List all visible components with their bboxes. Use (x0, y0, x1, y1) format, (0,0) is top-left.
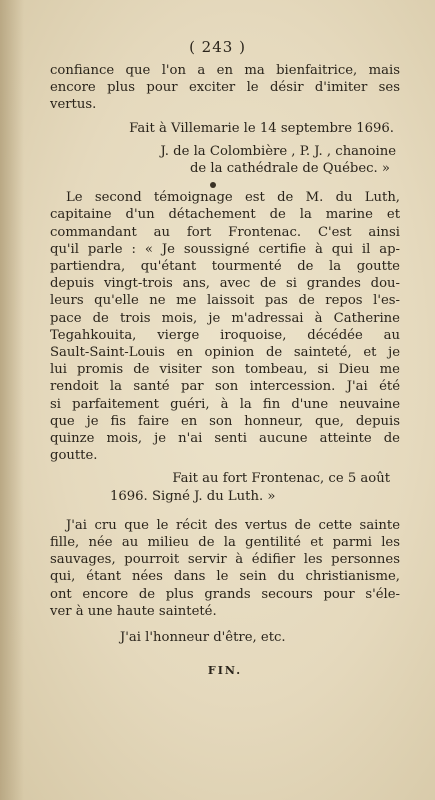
paragraph-2 (50, 189, 400, 464)
text-line: sauvages, pourroit servir à édifier les personnes (50, 552, 400, 568)
page-number: ( 243 ) (189, 38, 246, 56)
closing-salutation: J'ai l'honneur d'être, etc. (120, 630, 286, 646)
paragraph-1 (50, 62, 400, 114)
dateline-villemarie: Fait à Villemarie le 14 septembre 1696. (129, 120, 394, 136)
text-line: leurs qu'elle ne me laissoit pas de repos l'es- (50, 293, 400, 309)
signature-du-luth: 1696. Signé J. du Luth. » (110, 488, 276, 504)
text-line: rendoit la santé par son intercession. J'ai été (50, 379, 400, 395)
text-line: fille, née au milieu de la gentilité et parmi les (50, 535, 400, 551)
end-mark: FIN. (207, 664, 243, 678)
text-line: J'ai cru que le récit des vertus de cette sainte (66, 517, 400, 533)
text-line: encore plus pour exciter le désir d'imiter ses (50, 80, 400, 96)
text-line: si parfaitement guéri, à la fin d'une neuvaine (50, 396, 400, 412)
text-line: quinze mois, je n'ai senti aucune atteinte de (50, 431, 400, 447)
signature-colombiere: J. de la Colombière , P. J. , chanoine (160, 143, 396, 159)
text-line: qui, étant nées dans le sein du christianisme, (50, 569, 400, 585)
text-line: Tegahkouita, vierge iroquoise, décédée au (50, 327, 400, 343)
text-line: Sault-Saint-Louis en opinion de sainteté, et je (50, 345, 400, 361)
text-line: confiance que l'on a en ma bienfaitrice, mais (50, 63, 400, 78)
text-line: qu'il parle : « Je soussigné certifie à qui il ap- (50, 241, 400, 257)
page-body (50, 62, 400, 677)
paragraph-3 (50, 517, 400, 620)
text-line: pace de trois mois, je m'adressai à Catherine (50, 310, 400, 326)
text-line: lui promis de visiter son tombeau, si Dieu me (50, 362, 400, 378)
text-line: ont encore de plus grands secours pour s'éle- (50, 586, 400, 602)
signature-colombiere-cont: de la cathédrale de Québec. » (189, 161, 390, 177)
text-line: que je fis faire en son honneur, que, depuis (50, 413, 400, 429)
text-line: depuis vingt-trois ans, avec de si grandes dou- (50, 276, 400, 292)
text-line: goutte. (50, 448, 98, 464)
text-line: commandant au fort Frontenac. C'est ainsi (50, 224, 400, 240)
text-line: vertus. (50, 97, 97, 113)
text-line: Le second témoignage est de M. du Luth, (66, 190, 400, 206)
text-line: partiendra, qu'étant tourmenté de la goutte (50, 259, 400, 275)
text-line: capitaine d'un détachement de la marine et (50, 207, 400, 223)
binding-shadow (0, 0, 24, 800)
dateline-frontenac: Fait au fort Frontenac, ce 5 août (172, 471, 390, 487)
text-line: ver à une haute sainteté. (50, 603, 217, 619)
